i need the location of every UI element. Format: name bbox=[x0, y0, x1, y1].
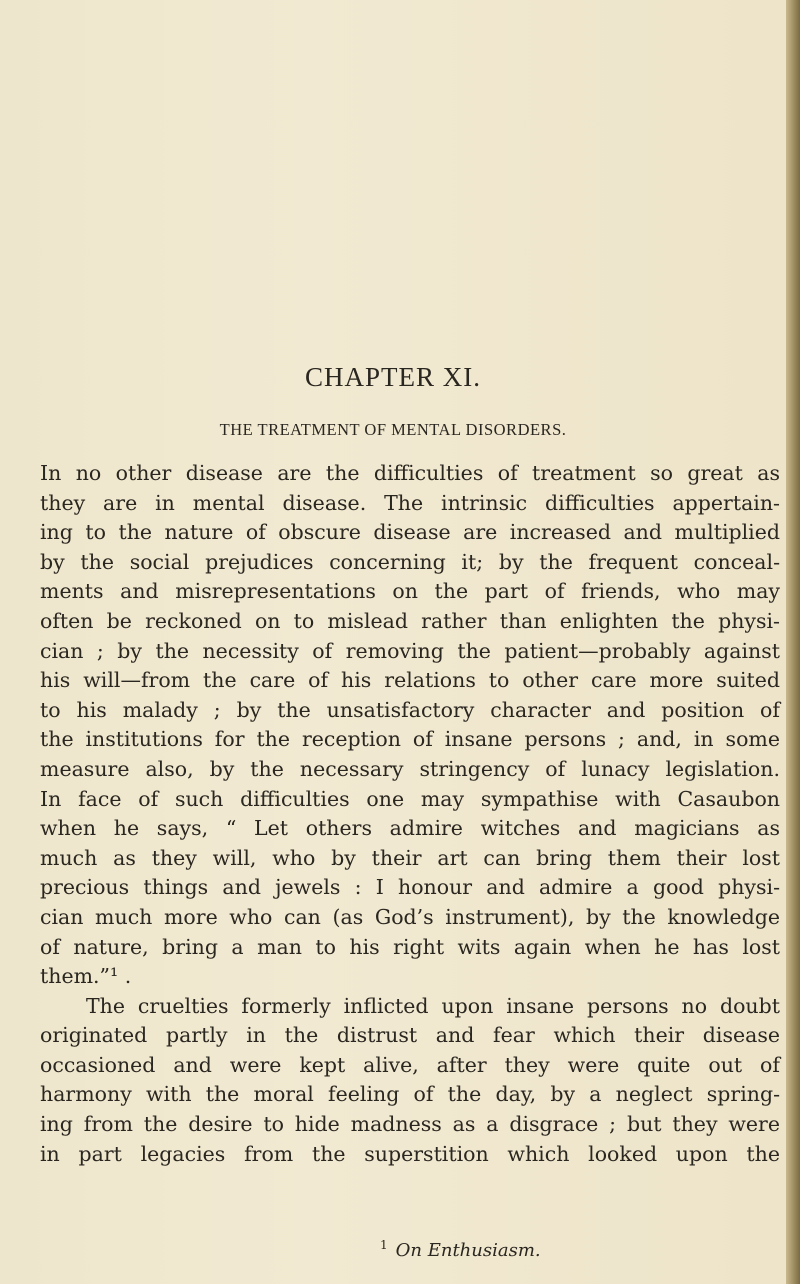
text-line: precious things and jewels : I honour and admire a good physi- bbox=[40, 875, 780, 900]
text-line: them.”¹ . bbox=[40, 964, 132, 989]
text-line: cian ; by the necessity of removing the patient—probably against bbox=[40, 638, 780, 663]
text-line: occasioned and were kept alive, after they were quite out of bbox=[40, 1052, 780, 1077]
text-line: in part legacies from the superstition which looked upon the bbox=[40, 1141, 780, 1166]
book-spine-edge bbox=[786, 0, 800, 1284]
text-line: originated partly in the distrust and fear which their disease bbox=[40, 1023, 780, 1048]
text-line: they are in mental disease. The intrinsic difficulties appertain- bbox=[40, 490, 780, 515]
text-line: ing from the desire to hide madness as a disgrace ; but they were bbox=[40, 1112, 780, 1137]
text-line: his will—from the care of his relations to other care more suited bbox=[40, 668, 780, 693]
body-text bbox=[40, 459, 780, 1169]
text-line: much as they will, who by their art can bring them their lost bbox=[40, 845, 780, 870]
text-line: of nature, bring a man to his right wits again when he has lost bbox=[40, 934, 780, 959]
footnote-text: On Enthusiasm. bbox=[395, 1240, 541, 1261]
text-line: In face of such difficulties one may sympathise with Casaubon bbox=[40, 786, 780, 811]
footnote bbox=[380, 1238, 541, 1261]
text-line: often be reckoned on to mislead rather than enlighten the physi- bbox=[40, 608, 780, 633]
section-title: THE TREATMENT OF MENTAL DISORDERS. bbox=[219, 420, 567, 439]
text-line: ments and misrepresentations on the part of friends, who may bbox=[40, 579, 780, 604]
chapter-title: CHAPTER XI. bbox=[304, 362, 481, 392]
text-line: In no other disease are the difficulties of treatment so great as bbox=[40, 461, 780, 485]
text-line: measure also, by the necessary stringency of lunacy legislation. bbox=[40, 756, 780, 781]
text-line: ing to the nature of obscure disease are increased and multiplied bbox=[40, 520, 780, 545]
text-line: the institutions for the reception of insane persons ; and, in some bbox=[40, 727, 780, 752]
text-line: by the social prejudices concerning it; by the frequent conceal- bbox=[40, 549, 780, 574]
text-line: cian much more who can (as God’s instrument), by the knowledge bbox=[40, 904, 780, 929]
text-line: harmony with the moral feeling of the day, by a neglect spring- bbox=[40, 1082, 780, 1107]
text-line: when he says, “ Let others admire witches and magicians as bbox=[40, 816, 780, 841]
text-line: The cruelties formerly inflicted upon insane persons no doubt bbox=[86, 993, 780, 1018]
text-line: to his malady ; by the unsatisfactory character and position of bbox=[40, 697, 780, 722]
footnote-marker: 1 bbox=[380, 1238, 388, 1252]
